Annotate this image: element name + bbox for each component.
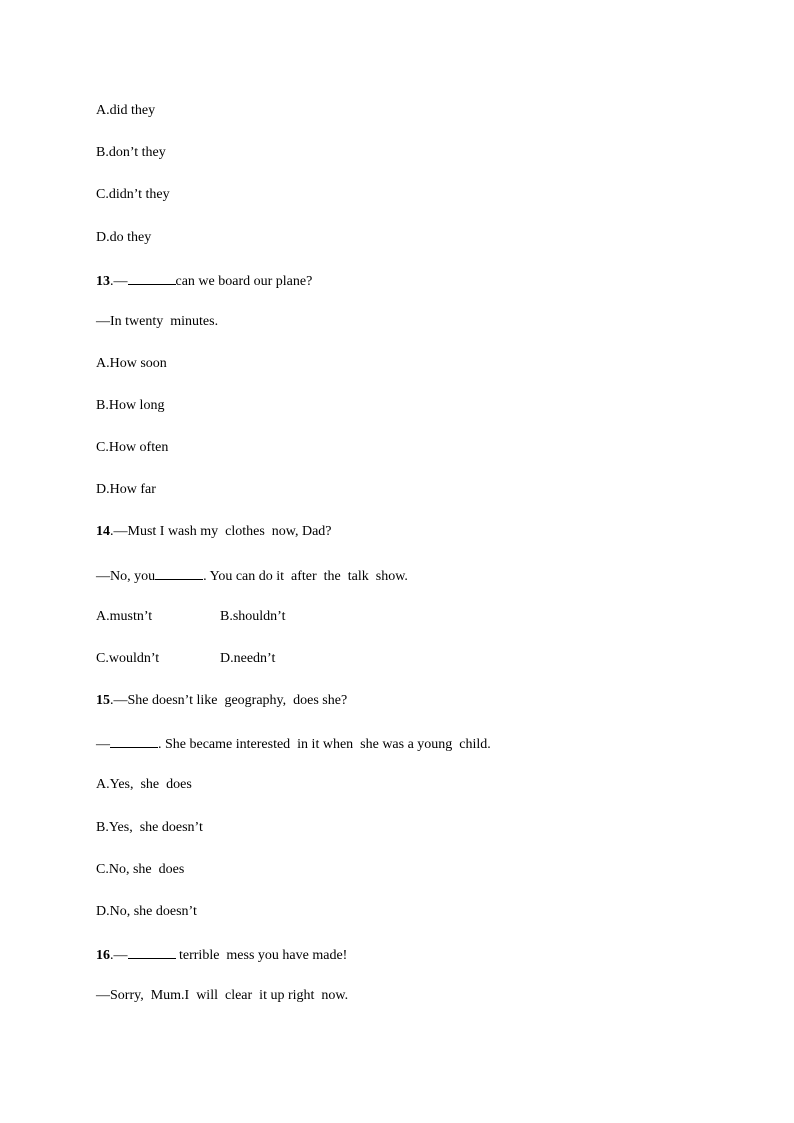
reply-text: . She became interested in it when she was a young child. xyxy=(158,737,491,752)
question-14-stem xyxy=(96,522,332,542)
question-text: terrible mess you have made! xyxy=(175,948,348,963)
option-a: A.did they xyxy=(96,103,156,118)
question-text: .—She doesn’t like geography, does she? xyxy=(110,693,348,708)
dash: .— xyxy=(110,948,128,963)
option-d: D.How far xyxy=(96,482,156,497)
option-d: D.needn’t xyxy=(220,651,276,666)
option-b: B.shouldn’t xyxy=(220,609,286,624)
reply-text: — xyxy=(96,737,110,752)
options-row-ab xyxy=(96,607,286,627)
answer-blank xyxy=(110,733,158,748)
question-text: can we board our plane? xyxy=(175,274,313,289)
question-15-reply xyxy=(96,733,491,753)
option-a: A.Yes, she does xyxy=(96,777,192,792)
question-16-reply: —Sorry, Mum.I will clear it up right now. xyxy=(96,988,349,1003)
answer-blank xyxy=(128,944,176,959)
option-a: A.mustn’t xyxy=(96,609,153,624)
question-13-reply: —In twenty minutes. xyxy=(96,314,219,329)
option-d: D.do they xyxy=(96,230,152,245)
option-a: A.How soon xyxy=(96,356,167,371)
option-c: C.How often xyxy=(96,440,169,455)
reply-text: . You can do it after the talk show. xyxy=(203,569,408,584)
question-number: 14 xyxy=(96,524,110,539)
question-13-stem xyxy=(96,270,312,290)
option-c: C.wouldn’t xyxy=(96,651,160,666)
question-number: 13 xyxy=(96,274,110,289)
option-b: B.Yes, she doesn’t xyxy=(96,820,203,835)
answer-blank xyxy=(155,565,203,580)
question-number: 16 xyxy=(96,948,110,963)
question-15-stem xyxy=(96,691,347,711)
option-b: B.How long xyxy=(96,398,165,413)
option-d: D.No, she doesn’t xyxy=(96,904,197,919)
reply-text: —No, you xyxy=(96,569,156,584)
question-14-reply xyxy=(96,565,408,585)
dash: .— xyxy=(110,274,128,289)
options-row-cd xyxy=(96,649,276,669)
question-16-stem xyxy=(96,944,347,964)
option-c: C.No, she does xyxy=(96,862,185,877)
answer-blank xyxy=(128,270,176,285)
question-number: 15 xyxy=(96,693,110,708)
option-c: C.didn’t they xyxy=(96,187,170,202)
question-text: .—Must I wash my clothes now, Dad? xyxy=(110,524,332,539)
option-b: B.don’t they xyxy=(96,145,166,160)
